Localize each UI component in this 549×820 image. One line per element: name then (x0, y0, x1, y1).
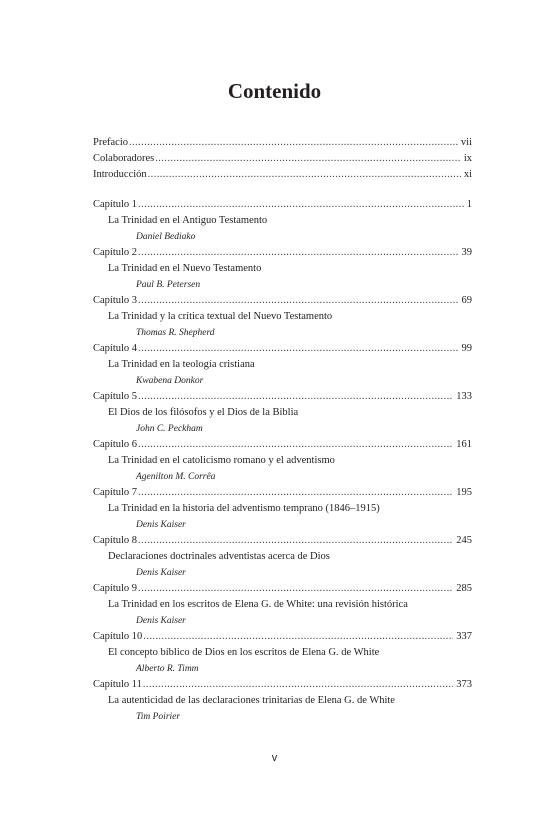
chapter-entry (93, 485, 472, 533)
dot-leader (129, 135, 458, 151)
chapter-label: Capítulo 7 (93, 487, 138, 498)
chapter-label: Capítulo 2 (93, 247, 138, 258)
chapter-page: 285 (456, 583, 472, 594)
chapter-title: La Trinidad en el Antiguo Testamento (108, 215, 268, 226)
toc-entry-chapter[interactable] (93, 629, 472, 645)
page-title: Contenido (227, 79, 322, 103)
chapter-page: 245 (456, 535, 472, 546)
toc-entry-chapter[interactable] (93, 245, 472, 261)
chapter-label: Capítulo 10 (93, 631, 143, 642)
chapter-title: La Trinidad en el Nuevo Testamento (108, 263, 262, 274)
chapter-author: Kwabena Donkor (136, 376, 204, 386)
chapter-label: Capítulo 4 (93, 343, 138, 354)
toc-entry-chapter[interactable] (93, 389, 472, 405)
chapter-page: 161 (456, 439, 472, 450)
chapter-title: La Trinidad en los escritos de Elena G. de White: una revisión histórica (108, 599, 408, 610)
toc-entry-label: Colaboradores (93, 153, 155, 164)
dot-leader (143, 629, 453, 645)
toc-entry-contributors[interactable] (93, 151, 472, 167)
dot-leader (138, 341, 458, 357)
chapter-author: Daniel Bediako (136, 232, 196, 242)
chapter-entry (93, 437, 472, 485)
dot-leader (138, 293, 458, 309)
toc-entry-chapter[interactable] (93, 485, 472, 501)
table-of-contents (93, 135, 472, 725)
chapter-label: Capítulo 5 (93, 391, 138, 402)
chapter-title: La Trinidad y la crítica textual del Nuevo Testamento (108, 311, 333, 322)
chapter-page: 99 (461, 343, 472, 354)
dot-leader (143, 677, 453, 693)
dot-leader (138, 197, 464, 213)
chapter-page: 39 (461, 247, 472, 258)
chapter-label: Capítulo 6 (93, 439, 138, 450)
chapter-page: 1 (466, 199, 472, 210)
chapter-author: John C. Peckham (136, 424, 203, 434)
chapter-list (93, 197, 472, 725)
dot-leader (138, 245, 458, 261)
toc-entry-page: ix (463, 153, 472, 164)
dot-leader (138, 437, 453, 453)
toc-entry-chapter[interactable] (93, 437, 472, 453)
chapter-label: Capítulo 11 (93, 679, 142, 690)
chapter-author: Denis Kaiser (136, 616, 186, 626)
chapter-entry (93, 389, 472, 437)
toc-entry-label: Introducción (93, 169, 147, 180)
toc-entry-chapter[interactable] (93, 341, 472, 357)
toc-entry-chapter[interactable] (93, 533, 472, 549)
chapter-title: La autenticidad de las declaraciones trinitarias de Elena G. de White (108, 695, 395, 706)
toc-entry-page: vii (460, 137, 472, 148)
chapter-title: La Trinidad en la teología cristiana (108, 359, 255, 370)
dot-leader (138, 389, 453, 405)
dot-leader (148, 167, 461, 183)
chapter-author: Denis Kaiser (136, 568, 186, 578)
chapter-page: 373 (456, 679, 472, 690)
chapter-title: El Dios de los filósofos y el Dios de la Biblia (108, 407, 299, 418)
chapter-page: 195 (456, 487, 472, 498)
chapter-entry (93, 677, 472, 725)
chapter-page: 337 (456, 631, 472, 642)
chapter-author: Tim Poirier (136, 712, 181, 722)
chapter-page: 133 (456, 391, 472, 402)
dot-leader (138, 533, 453, 549)
toc-entry-page: xi (463, 169, 472, 180)
dot-leader (138, 485, 453, 501)
chapter-page: 69 (461, 295, 472, 306)
chapter-entry (93, 245, 472, 293)
chapter-label: Capítulo 3 (93, 295, 138, 306)
chapter-title: La Trinidad en la historia del adventismo temprano (1846–1915) (108, 503, 380, 514)
toc-entry-chapter[interactable] (93, 581, 472, 597)
toc-entry-chapter[interactable] (93, 197, 472, 213)
chapter-title: El concepto bíblico de Dios en los escritos de Elena G. de White (108, 647, 380, 658)
chapter-author: Agenilton M. Corrêa (136, 472, 216, 482)
chapter-entry (93, 197, 472, 245)
chapter-title: Declaraciones doctrinales adventistas acerca de Dios (108, 551, 330, 562)
toc-entry-chapter[interactable] (93, 293, 472, 309)
chapter-entry (93, 581, 472, 629)
toc-entry-label: Prefacio (93, 137, 128, 148)
chapter-label: Capítulo 1 (93, 199, 138, 210)
chapter-label: Capítulo 9 (93, 583, 138, 594)
front-matter (93, 135, 472, 183)
dot-leader (155, 151, 461, 167)
page-number: v (271, 752, 278, 764)
chapter-author: Alberto R. Timm (136, 664, 199, 674)
chapter-entry (93, 293, 472, 341)
chapter-entry (93, 533, 472, 581)
chapter-author: Paul B. Petersen (136, 280, 201, 290)
toc-entry-preface[interactable] (93, 135, 472, 151)
chapter-title: La Trinidad en el catolicismo romano y el adventismo (108, 455, 335, 466)
chapter-author: Denis Kaiser (136, 520, 186, 530)
chapter-author: Thomas R. Shepherd (136, 328, 215, 338)
toc-entry-introduction[interactable] (93, 167, 472, 183)
chapter-entry (93, 341, 472, 389)
chapter-label: Capítulo 8 (93, 535, 138, 546)
dot-leader (138, 581, 453, 597)
toc-entry-chapter[interactable] (93, 677, 472, 693)
chapter-entry (93, 629, 472, 677)
